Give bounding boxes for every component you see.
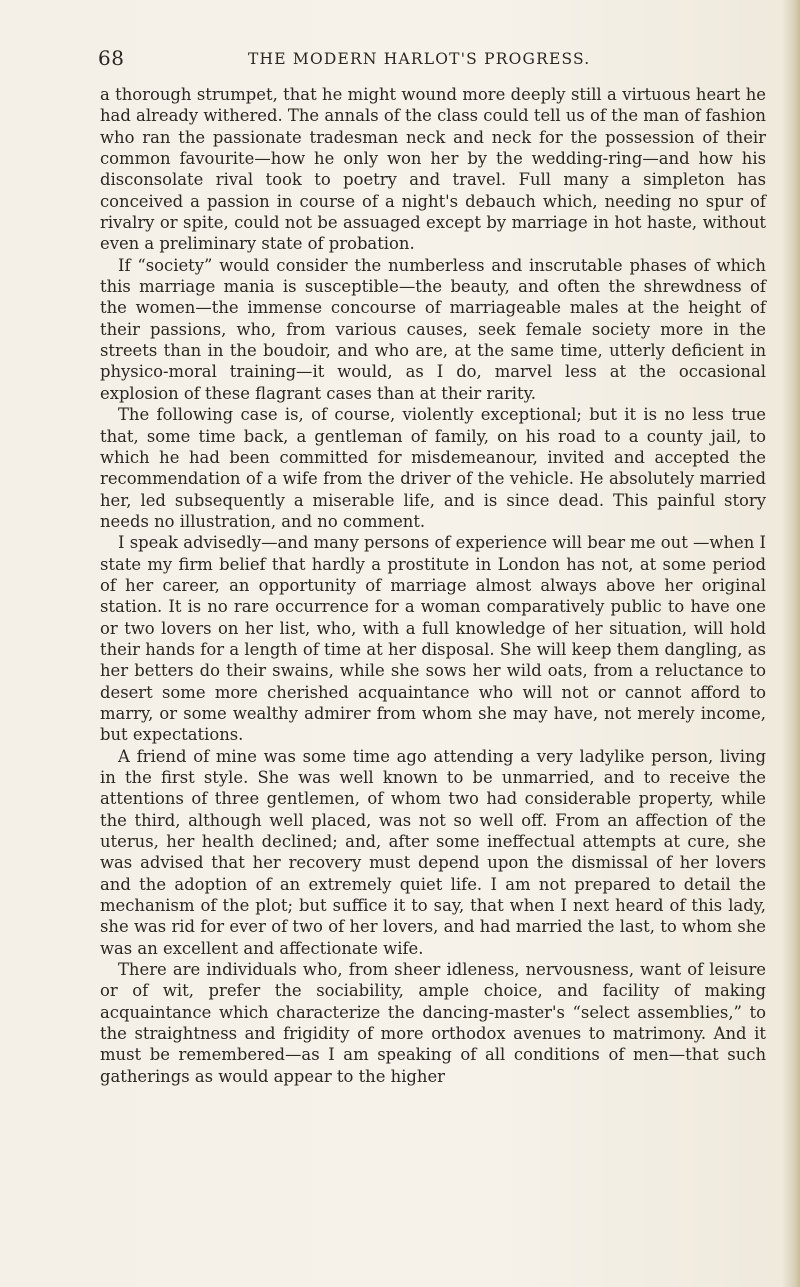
body-text (100, 84, 766, 1087)
paragraph: A friend of mine was some time ago attending a very ladylike person, living in the first style. She was well known to be unmarried, and to receive the attentions of three gentlemen, of whom two had considerable property, while the third, although well placed, was not so well off. From an affection of the uterus, her health declined; and, after some ineffectual attempts at cure, she was advised that her recovery must depend upon the dismissal of her lovers and the adoption of an extremely quiet life. I am not prepared to detail the mechanism of the plot; but suffice it to say, that when I next heard of this lady, she was rid for ever of two of her lovers, and had married the last, to whom she was an excellent and affectionate wife. (100, 746, 766, 958)
paragraph-continued: a thorough strumpet, that he might wound more deeply still a virtuous heart he had already withered. The annals of the class could tell us of the man of fashion who ran the passionate tradesman neck and neck for the possession of their common favourite—how he only won her by the wedding-ring—and how his disconsolate rival took to poetry and travel. Full many a simpleton has conceived a passion in course of a night's debauch which, needing no spur of rivalry or spite, could not be assuaged except by marriage in hot haste, without even a preliminary state of probation. (100, 85, 766, 254)
page-edge-shadow (782, 0, 800, 1287)
paragraph: There are individuals who, from sheer idleness, nervousness, want of leisure or of wit, prefer the sociability, ample choice, and facility of making acquaintance which characterize the dancing-master's “select assemblies,” to the straightness and frigidity of more orthodox avenues to matrimony. And it must be remembered—as I am speaking of all conditions of men—that such gatherings as would appear to the higher (100, 960, 766, 1086)
paragraph: If “society” would consider the numberless and inscrutable phases of which this marriage mania is susceptible—the beauty, and often the shrewdness of the women—the immense concourse of marriageable males at the height of their passions, who, from various causes, seek female society more in the streets than in the boudoir, and who are, at the same time, utterly deficient in physico-moral training—it would, as I do, marvel less at the occasional explosion of these flagrant cases than at their rarity. (100, 255, 766, 403)
page-number: 68 (98, 46, 125, 70)
paragraph: I speak advisedly—and many persons of experience will bear me out —when I state my firm belief that hardly a prostitute in London has not, at some period of her career, an opportunity of marriage almost always above her original station. It is no rare occurrence for a woman comparatively public to have one or two lovers on her list, who, with a full knowledge of her situation, will hold their hands for a length of time at her disposal. She will keep them dangling, as her betters do their swains, while she sows her wild oats, from a reluctance to desert some more cherished acquaintance who will not or cannot afford to marry, or some wealthy admirer from whom she may have, not merely income, but expectations. (100, 533, 766, 745)
paragraph: The following case is, of course, violently exceptional; but it is no less true that, some time back, a gentleman of family, on his road to a county jail, to which he had been committed for misdemeanour, invited and accepted the recommendation of a wife from the driver of the vehicle. He absolutely married her, led subsequently a miserable life, and is since dead. This painful story needs no illustration, and no comment. (100, 405, 766, 531)
page-header (98, 46, 778, 76)
running-head: THE MODERN HARLOT'S PROGRESS. (248, 50, 591, 68)
